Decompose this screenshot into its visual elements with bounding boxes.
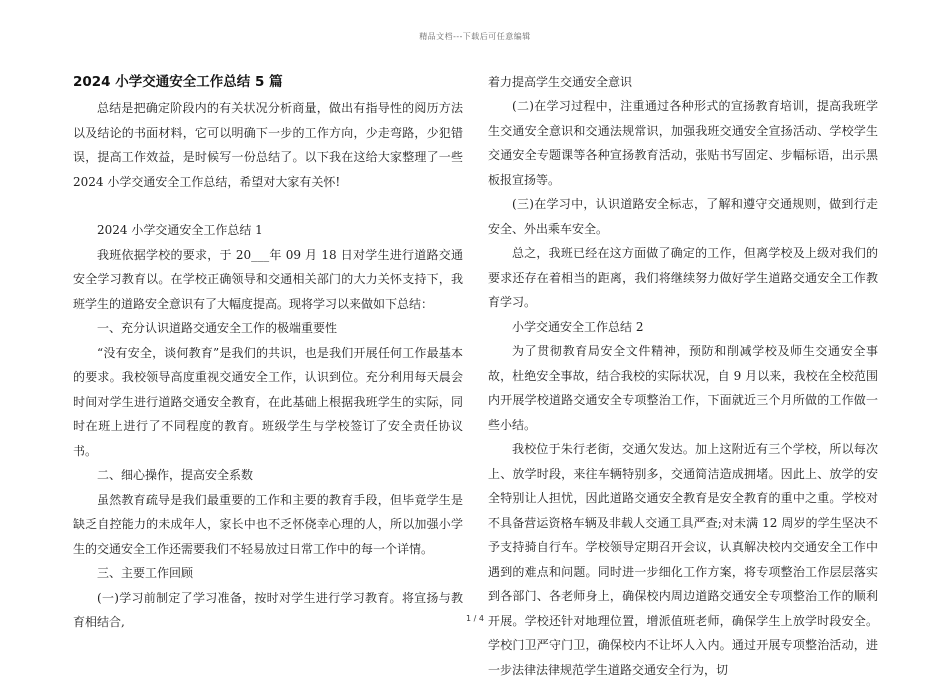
subheading: 一、充分认识道路交通安全工作的极端重要性 xyxy=(97,321,338,335)
body-paragraph: (二)在学习过程中，注重通过各种形式的宣扬教育培训，提高我班学生交通安全意识和交通法规常识，加强我班交通安全宣扬活动、学校学生交通安全专题课等各种宣扬教育活动，张贴书写固定、步幅标语，出示黑板报宣扬等。 xyxy=(488,99,878,187)
page-header: 精品文档---下载后可任意编辑 xyxy=(419,32,531,41)
subheading: 三、主要工作回顾 xyxy=(97,566,194,580)
body-paragraph: “没有安全，谈何教育”是我们的共识，也是我们开展任何工作最基本的要求。我校领导高度重视交通安全工作，认识到位。充分利用每天晨会时间对学生进行道路交通安全教育，在此基础上根据我班学生的实际，同时在班上进行了不同程度的教育。班级学生与学校签订了安全责任协议书。 xyxy=(73,345,463,458)
body-paragraph: 总之，我班已经在这方面做了确定的工作，但离学校及上级对我们的要求还存在着相当的距离，我们将继续努力做好学生道路交通安全工作教育学习。 xyxy=(488,246,878,309)
body-paragraph: 虽然教育疏导是我们最重要的工作和主要的教育手段，但毕竟学生是缺乏自控能力的未成年人，家长中也不乏怀侥幸心理的人，所以加强小学生的交通安全工作还需要我们不轻易放过日常工作中的每一个详情。 xyxy=(73,492,463,556)
page-indicator: 1 / 4 xyxy=(466,614,484,623)
subheading: 二、细心操作，提高安全系数 xyxy=(97,468,254,482)
left-column xyxy=(73,70,463,635)
body-paragraph: 我班依据学校的要求，于 20___年 09 月 18 日对学生进行道路交通安全学习教育以。在学校正确领导和交通相关部门的大力关怀支持下，我班学生的道路安全意识有了大幅度提高。现将学习以来做如下总结： xyxy=(73,247,463,311)
section-heading-1: 2024 小学交通安全工作总结 1 xyxy=(97,223,263,237)
intro-paragraph: 总结是把确定阶段内的有关状况分析商量，做出有指导性的阅历方法以及结论的书面材料，它可以明确下一步的工作方向，少走弯路，少犯错误，提高工作效益，是时候写一份总结了。以下我在这给大家整理了一些 2024 小学交通安全工作总结，希望对大家有关怀! xyxy=(73,101,463,189)
paragraph-gap xyxy=(73,194,463,218)
right-column xyxy=(488,70,878,682)
document-title: 2024 小学交通安全工作总结 5 篇 xyxy=(73,74,283,90)
section-heading-2: 小学交通安全工作总结 2 xyxy=(512,319,644,334)
body-paragraph: 我校位于朱行老街，交通欠发达。加上这附近有三个学校，所以每次上、放学时段，来往车辆特别多，交通简洁造成拥堵。因此上、放学的安全特别让人担忧，因此道路交通安全教育是安全教育的重中之重。学校对不具备营运资格车辆及非载人交通工具严查;对未满 12 周岁的学生坚决不予支持骑自行车。学校领导定期召开会议，认真解决校内交通安全工作中遇到的难点和问题。同时进一步细化工作方案，将专项整治工作层层落实到各部门、各老师身上，确保校内周边道路交通安全专项整治工作的顺利开展。学校还针对地理位置，增派值班老师，确保学生上放学时段安全。学校门卫严守门卫，确保校内不让坏人入内。通过开展专项整治活动，进一步法律法律规范学生道路交通安全行为，切 xyxy=(488,442,878,677)
body-paragraph: (三)在学习中，认识道路安全标志，了解和遵守交通规则，做到行走安全、外出乘车安全。 xyxy=(488,197,878,236)
body-paragraph: (一)学习前制定了学习准备，按时对学生进行学习教育。将宣扬与教育相结合, xyxy=(73,590,463,629)
body-paragraph: 为了贯彻教育局安全文件精神，预防和削减学校及师生交通安全事故，杜绝安全事故，结合我校的实际状况，自 9 月以来，我校在全校范围内开展学校道路交通安全专项整治工作，下面就近三个月所做的工作做一些小结。 xyxy=(488,344,878,432)
continued-line: 着力提高学生交通安全意识 xyxy=(488,75,633,89)
